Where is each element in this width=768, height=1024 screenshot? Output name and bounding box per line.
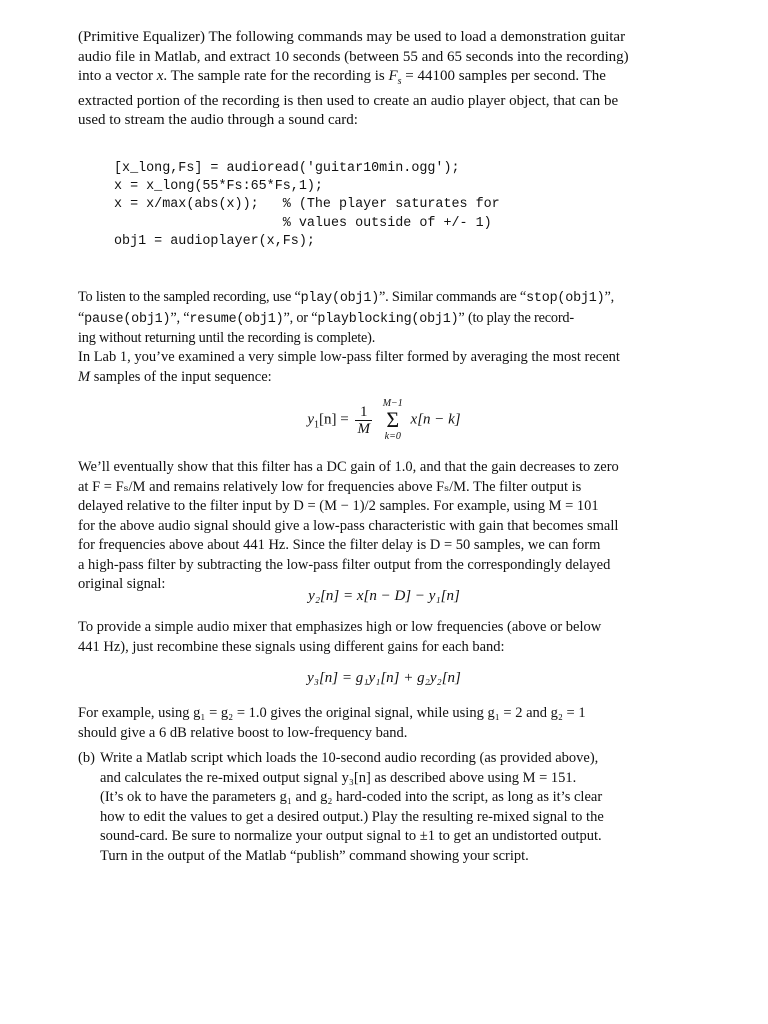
equation-moving-average: $y_1[n]$ = $\frac{1}{M}$ M−1 Σ k=0 x[n − k] xyxy=(307,398,461,442)
intro-line-4: extracted portion of the recording is then used to create an audio player object, that can be xyxy=(78,92,619,109)
cmd-resume: resume(obj1) xyxy=(189,311,284,327)
matlab-code-block xyxy=(114,160,500,251)
part-b-body: Write a Matlab script which loads the 10-second audio recording (as provided above), and calculates the re-mixed output signal y₃[n] as described above using M = 151. (It’s ok to have the parameters g₁ and g₂ hard-coded into the script, as long as it’s clear how to edit the values to get a desired output.) Play the resulting re-mixed signal to the sound-card. Be sure to normalize your output signal to ±1 to get an undistorted output. Turn in the output of the Matlab “publish” command showing your script. xyxy=(100,750,604,864)
intro-line-5: used to stream the audio through a sound card: xyxy=(78,112,358,128)
equation-fraction: $\frac{1}{M}$ xyxy=(357,403,370,437)
intro-line-3: into a vector x. The sample rate for the recording is $F_s = 44100$ samples per second. The xyxy=(78,68,606,87)
cmd-play: play(obj1) xyxy=(300,291,380,306)
equation-mixer: y₃[n] = g₁y₁[n] + g₂y₂[n] xyxy=(307,670,461,686)
code-line-5: obj1 = audioplayer(x,Fs); xyxy=(114,233,315,249)
part-b-label: (b) xyxy=(78,750,95,766)
mixer-paragraph: To provide a simple audio mixer that emphasizes high or low frequencies (above or below 441 Hz), just recombine these signals using different gains for each band: xyxy=(78,619,602,655)
lab-paragraph: In Lab 1, you’ve examined a very simple low-pass filter formed by averaging the most recent M samples of the input sequence: xyxy=(78,349,620,385)
cmd-stop: stop(obj1) xyxy=(526,291,605,306)
cmd-pause: pause(obj1) xyxy=(84,311,171,327)
code-line-2: x = x_long(55*Fs:65*Fs,1); xyxy=(114,179,323,195)
intro-line-2: audio file in Matlab, and extract 10 seconds (between 55 and 65 seconds into the recording) xyxy=(78,48,629,65)
intro-paragraph xyxy=(78,28,672,131)
example-paragraph: For example, using g₁ = g₂ = 1.0 gives the original signal, while using g₁ = 2 and g₂ = 1 should give a 6 dB relative boost to low-frequency band. xyxy=(78,705,586,741)
code-line-4: % values outside of +/- 1) xyxy=(114,215,492,231)
summation-symbol: M−1 Σ k=0 xyxy=(382,398,403,442)
dc-gain-paragraph: We’ll eventually show that this filter has a DC gain of 1.0, and that the gain decreases to zero at F = Fₛ/M and remains relatively low for frequencies above Fₛ/M. The filter output is delayed relative to the filter input by D = (M − 1)/2 samples. For example, using M = 101 for the above audio signal should give a low-pass characteristic with gain that becomes small for frequencies above about 441 Hz. Since the filter delay is D = 50 samples, we can form a high-pass filter by subtracting the low-pass filter output from the correspondingly delayed original signal: xyxy=(78,459,619,592)
cmd-playblocking: playblocking(obj1) xyxy=(317,311,459,327)
listen-paragraph: To listen to the sampled recording, use “play(obj1)”. Similar commands are “stop(obj1)”, “pause(obj1)”, “resume(obj1)”, or “playblocking(obj1)” (to play the record- ing without returning until the recording is complete). xyxy=(78,289,614,346)
code-line-1: [x_long,Fs] = audioread('guitar10min.ogg'); xyxy=(114,161,460,176)
intro-line-1: (Primitive Equalizer) The following commands may be used to load a demonstration guitar xyxy=(78,29,626,45)
part-b-item xyxy=(78,749,672,866)
equation-high-pass: y₂[n] = x[n − D] − y₁[n] xyxy=(308,588,460,604)
code-line-3: x = x/max(abs(x)); % (The player saturates for xyxy=(114,197,500,213)
